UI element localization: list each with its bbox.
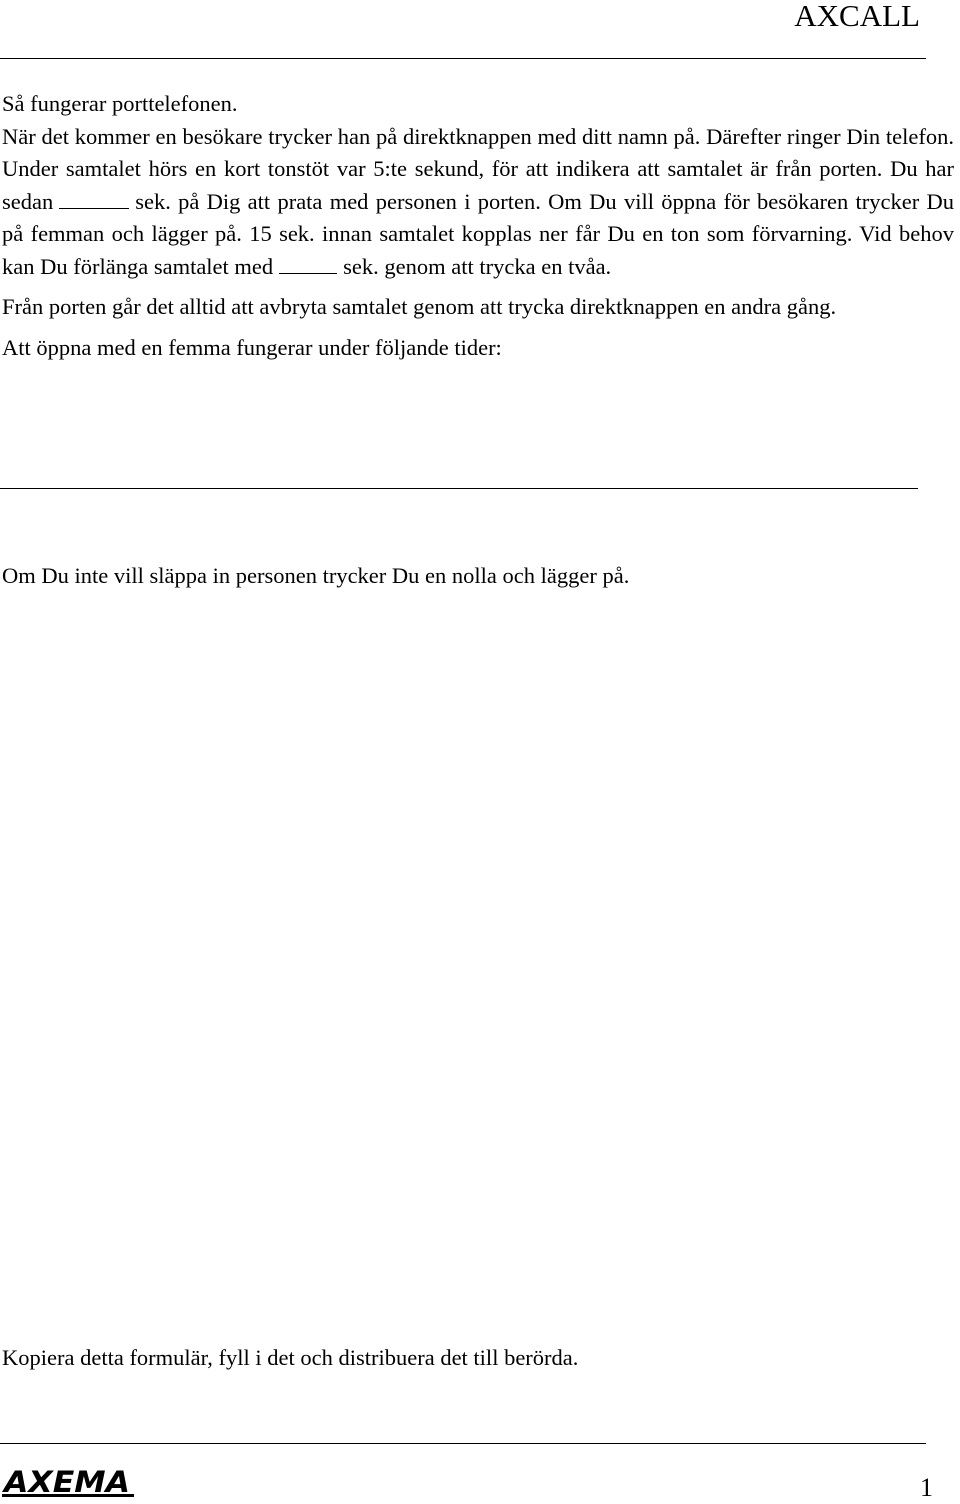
document-header-title: AXCALL	[794, 0, 920, 33]
instructions-paragraph	[2, 121, 954, 284]
header-divider	[0, 58, 926, 59]
seconds-talk-blank[interactable]	[59, 190, 129, 209]
cancel-paragraph: Från porten går det alltid att avbryta samtalet genom att trycka direktknappen en andra gång.	[2, 294, 837, 319]
refuse-paragraph: Om Du inte vill släppa in personen trycker Du en nolla och lägger på.	[2, 563, 630, 588]
axema-logo	[2, 1464, 136, 1500]
instructions-text-part-2: sek. på Dig att prata med personen i porten. Om Du vill öppna för besökaren trycker Du på femman och lägger på. 15 sek. innan samtalet kopplas ner får Du en ton som förvarning. Vid behov kan Du förlänga samtalet med	[2, 188, 954, 279]
open-times-label: Att öppna med en femma fungerar under följande tider:	[2, 334, 502, 360]
open-times-blank[interactable]	[0, 488, 918, 489]
axema-logo-text: AXEMA	[2, 1465, 131, 1499]
instructions-section	[2, 88, 954, 364]
copy-instruction: Kopiera detta formulär, fyll i det och distribuera det till berörda.	[2, 1345, 579, 1370]
section-heading: Så fungerar porttelefonen.	[2, 91, 238, 116]
page-number: 1	[920, 1473, 933, 1502]
instructions-text-part-3: sek. genom att trycka en tvåa.	[343, 253, 612, 279]
seconds-extend-blank[interactable]	[279, 255, 337, 274]
instructions-text-part-1: När det kommer en besökare trycker han på direktknappen med ditt namn på. Därefter ringer Din telefon. Under samtalet hörs en kort tonstöt var 5:te sekund, för att indikera att samtalet är från porten. Du har sedan	[2, 123, 954, 214]
footer-divider	[0, 1443, 926, 1444]
